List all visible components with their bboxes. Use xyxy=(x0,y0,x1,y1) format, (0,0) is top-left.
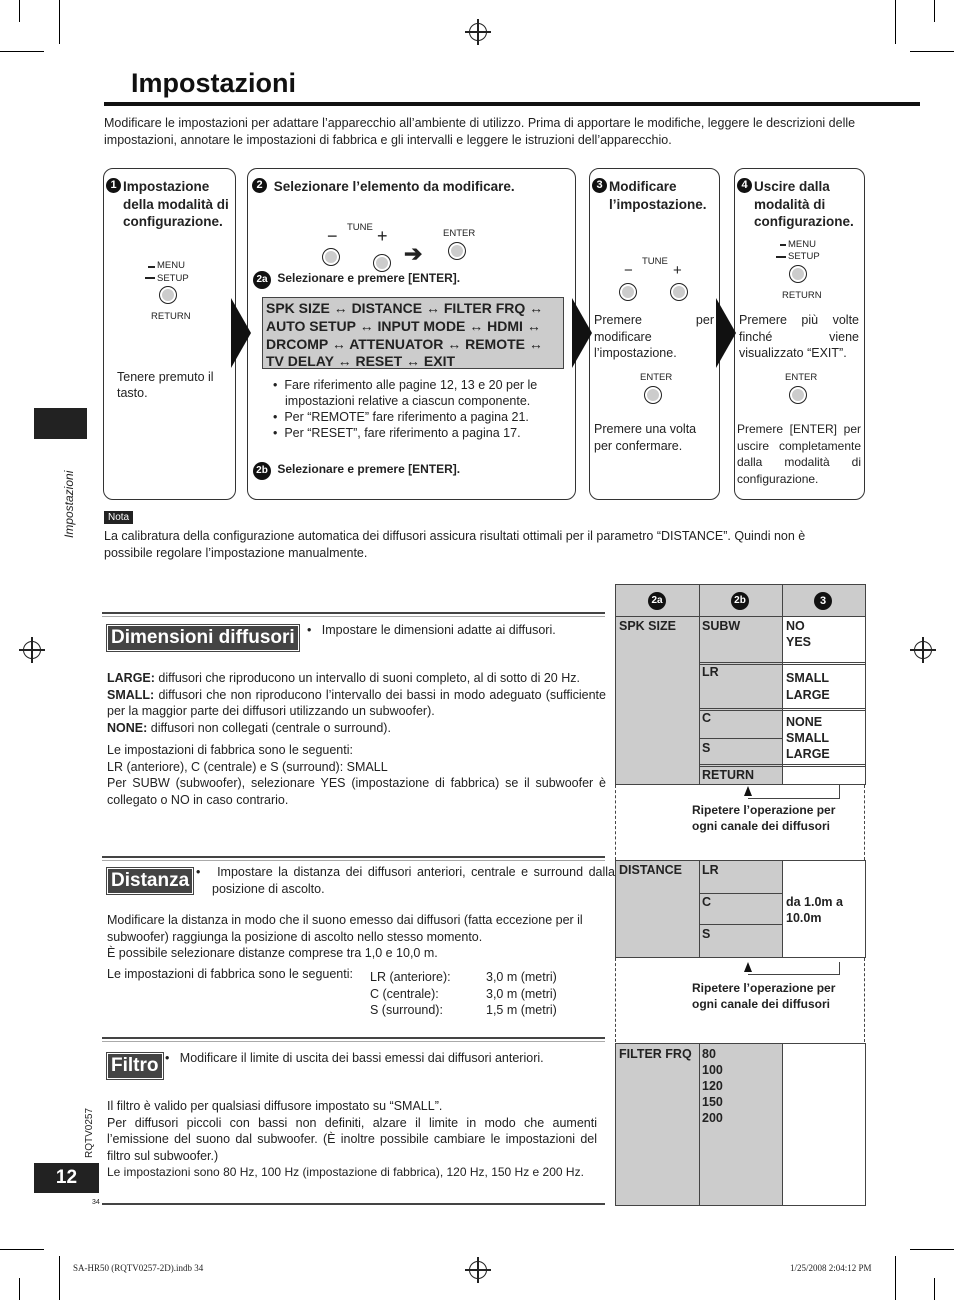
menu-line: TV DELAY ↔ RESET ↔ EXIT xyxy=(266,353,456,370)
minus-label: − xyxy=(327,226,338,246)
filt-paragraph: Le impostazioni sono 80 Hz, 100 Hz (impostazione di fabbrica), 120 Hz, 150 Hz e 200 Hz. xyxy=(107,1165,584,1179)
section-title-filtro: Filtro xyxy=(107,1053,163,1079)
arrow-right-icon: ➔ xyxy=(404,241,423,266)
crop-mark xyxy=(895,0,896,44)
table-label: SPK SIZE xyxy=(619,619,676,633)
none-definition: NONE: diffusori non collegati (centrale o surround). xyxy=(107,720,391,735)
table-line xyxy=(699,664,866,665)
dim-body xyxy=(107,670,606,808)
enter-label: ENTER xyxy=(640,372,673,383)
dist-paragraph: Modificare la distanza in modo che il suono emesso dai diffusori (fatta eccezione per il subwoofer) raggiunga la posizione di ascolto nello stesso momento. xyxy=(107,913,583,944)
table-label: RETURN xyxy=(702,768,755,782)
menu-label: MENU xyxy=(157,260,185,271)
step-1-badge: 1 xyxy=(106,178,121,193)
step-4-exit-note: Premere [ENTER] per uscire completamente dalla modalità di configurazione. xyxy=(737,422,861,486)
label-dash xyxy=(145,277,155,279)
table-line xyxy=(615,616,866,617)
table-badge: 2b xyxy=(731,592,752,610)
dist-body xyxy=(107,912,599,962)
filter-value: 200 xyxy=(702,1111,723,1125)
menu-line: SPK SIZE ↔ DISTANCE ↔ FILTER FRQ ↔ xyxy=(266,300,544,316)
up-arrow-icon xyxy=(744,786,752,796)
crop-mark xyxy=(934,0,935,22)
step-3-badge: 3 xyxy=(592,178,607,193)
arrow-right-icon xyxy=(572,298,592,368)
table-label: S xyxy=(702,927,711,941)
tune-label: TUNE xyxy=(642,256,668,267)
step-2-title: Selezionare l’elemento da modificare. xyxy=(273,179,515,194)
section-bullet: • Impostare le dimensioni adatte ai diffusori. xyxy=(307,623,556,637)
section-rule xyxy=(102,1203,605,1205)
nota-text: La calibratura della configurazione automatica dei diffusori assicura risultati ottimali per il parametro “DISTANCE”. Quindi non è possibile regolare l’impostazione manualmente. xyxy=(104,529,806,560)
table-line xyxy=(615,584,866,585)
step-4-heading xyxy=(737,178,861,229)
table-value: SMALL xyxy=(786,731,830,745)
nota-tag: Nota xyxy=(104,511,133,524)
table-label: LR xyxy=(702,863,719,877)
step-1-title: Impostazione della modalità di configurazione. xyxy=(123,179,229,229)
table-value: 10.0m xyxy=(786,911,822,925)
table-line xyxy=(699,710,866,711)
table-value: NONE xyxy=(786,715,823,729)
page-number: 12 xyxy=(34,1163,99,1193)
table-line xyxy=(865,860,866,958)
table-label: LR xyxy=(702,665,719,679)
tune-label: TUNE xyxy=(347,222,373,233)
dashed-border xyxy=(615,785,616,860)
table-label: SUBW xyxy=(702,619,741,633)
crop-mark xyxy=(59,0,60,44)
table-line xyxy=(865,1043,866,1206)
table-line xyxy=(615,784,866,785)
loop-line xyxy=(748,974,840,975)
table-badge: 2a xyxy=(648,592,669,610)
setup-label: SETUP xyxy=(788,251,820,262)
section-rule xyxy=(102,860,605,861)
factory-text: Le impostazioni di fabbrica sono le seguenti: xyxy=(107,743,353,757)
crop-mark xyxy=(934,1278,935,1300)
table-line xyxy=(782,1043,783,1206)
table-line xyxy=(699,1043,700,1206)
dashed-border xyxy=(615,958,616,1042)
table-line xyxy=(615,1205,866,1206)
table-label: C xyxy=(702,711,712,725)
filt-body xyxy=(107,1098,597,1181)
step-1-heading xyxy=(106,178,234,229)
repeat-note: Ripetere l’operazione per ogni canale dei diffusori xyxy=(692,981,836,1011)
dashed-border xyxy=(864,958,865,1042)
small-page-number: 34 xyxy=(92,1199,100,1206)
tune-plus-button[interactable] xyxy=(670,283,688,301)
section-title-dimensioni: Dimensioni diffusori xyxy=(107,625,299,651)
menu-line: DRCOMP ↔ ATTENUATOR ↔ REMOTE ↔ xyxy=(266,335,543,352)
table-line xyxy=(782,860,783,958)
step-2b-badge: 2b xyxy=(253,462,271,480)
table-line xyxy=(699,584,700,785)
step-3-desc: Premere per modificare l’impostazione. xyxy=(594,313,714,360)
section-rule xyxy=(102,1037,605,1039)
small-definition: SMALL: diffusori che non riproducono l’intervallo dei bassi in modo adeguato (sufficiente per la maggior parte dei diffusori utilizzando un subwoofer). xyxy=(107,687,606,718)
large-definition: LARGE: diffusori che riproducono un intervallo di suoni completo, al di sotto di 20 Hz. xyxy=(107,671,580,685)
loop-line xyxy=(839,785,840,799)
sidebar-label: Impostazioni xyxy=(62,470,76,538)
label-dash xyxy=(148,266,155,268)
registration-mark-icon xyxy=(914,641,932,659)
table-line xyxy=(615,1043,866,1044)
step-2a xyxy=(253,271,460,289)
step-2b xyxy=(253,462,460,480)
setup-label: SETUP xyxy=(157,273,189,284)
table-line xyxy=(782,584,783,785)
table-line xyxy=(699,764,866,765)
sidebar-tab xyxy=(34,408,87,439)
filt-paragraph: Per diffusori piccoli con bassi non definiti, alzare il limite in modo che aumenti l’emissione del suono dal subwoofer. (È inoltre possibile cambiare le impostazioni del filtro sul subwoofer.) xyxy=(107,1115,597,1163)
section-rule xyxy=(102,856,605,858)
step-3-confirm: Premere una volta per confermare. xyxy=(594,422,697,453)
dist-paragraph: È possibile selezionare distanze comprese tra 1,0 e 10,0 m. xyxy=(107,946,438,960)
factory-row: S (surround): 1,5 m (metri) xyxy=(370,1003,557,1017)
crop-mark xyxy=(910,1249,954,1250)
table-value: YES xyxy=(786,635,812,649)
tune-minus-button[interactable] xyxy=(322,248,340,266)
bullet-item: • Per “RESET”, fare riferimento a pagina 17. xyxy=(273,426,521,440)
registration-mark-icon xyxy=(469,1261,487,1279)
page-title: Impostazioni xyxy=(131,68,297,98)
loop-line xyxy=(839,962,840,975)
step-3-title: Modificare l’impostazione. xyxy=(609,179,707,212)
table-value: LARGE xyxy=(786,688,830,702)
return-label: RETURN xyxy=(151,311,191,322)
up-arrow-icon xyxy=(744,962,752,972)
step-2a-text: Selezionare e premere [ENTER]. xyxy=(277,271,461,285)
table-cell xyxy=(616,616,699,784)
plus-label: + xyxy=(377,226,388,246)
table-line xyxy=(699,738,782,739)
label-dash xyxy=(780,244,786,246)
setup-button[interactable] xyxy=(159,286,177,304)
filter-value: 150 xyxy=(702,1095,723,1109)
table-badge: 3 xyxy=(814,592,835,610)
table-line xyxy=(615,1043,616,1206)
table-cell xyxy=(616,1044,699,1205)
table-cell xyxy=(782,1044,865,1205)
crop-mark xyxy=(0,51,44,52)
factory-row: LR (anteriore): 3,0 m (metri) xyxy=(370,970,557,984)
enter-button[interactable] xyxy=(789,386,807,404)
table-label: S xyxy=(702,741,711,755)
table-line xyxy=(699,860,700,958)
enter-label: ENTER xyxy=(443,228,476,239)
factory-row: C (centrale): 3,0 m (metri) xyxy=(370,986,557,1001)
step-2-badge: 2 xyxy=(252,178,267,193)
table-line xyxy=(615,957,866,958)
tune-minus-button[interactable] xyxy=(619,283,637,301)
table-label: FILTER FRQ xyxy=(619,1047,692,1061)
table-label: DISTANCE xyxy=(619,863,682,877)
factory-text: LR (anteriore), C (centrale) e S (surround): SMALL xyxy=(107,759,388,774)
title-rule xyxy=(104,102,920,106)
label-dash xyxy=(776,256,786,258)
filter-value: 120 xyxy=(702,1079,723,1093)
table-value: SMALL xyxy=(786,671,830,685)
menu-line: AUTO SETUP ↔ INPUT MODE ↔ HDMI ↔ xyxy=(266,317,541,334)
enter-button[interactable] xyxy=(644,386,662,404)
dist-factory-label: Le impostazioni di fabbrica sono le seguenti: xyxy=(107,967,353,981)
step-4-title: Uscire dalla modalità di configurazione. xyxy=(754,179,854,229)
table-cell xyxy=(699,616,782,784)
section-rule xyxy=(102,1041,605,1042)
crop-mark xyxy=(19,1278,20,1300)
crop-mark xyxy=(19,0,20,22)
filter-value: 100 xyxy=(702,1063,723,1077)
step-2a-badge: 2a xyxy=(253,271,271,289)
table-value: NO xyxy=(786,619,805,633)
footer-file: SA-HR50 (RQTV0257-2D).indb 34 xyxy=(73,1263,204,1273)
crop-mark xyxy=(59,1256,60,1300)
doc-code: RQTV0257 xyxy=(84,1107,95,1158)
factory-text: Per SUBW (subwoofer), selezionare YES (impostazione di fabbrica) se il subwoofer è collegato o NO in caso contrario. xyxy=(107,776,606,807)
registration-mark-icon xyxy=(469,23,487,41)
enter-button[interactable] xyxy=(448,242,466,260)
step-2-bullets xyxy=(269,377,565,441)
arrow-right-icon xyxy=(716,298,736,368)
dashed-border xyxy=(864,785,865,860)
table-line xyxy=(699,924,782,925)
crop-mark xyxy=(910,51,954,52)
footer-date: 1/25/2008 2:04:12 PM xyxy=(790,1263,872,1273)
table-label: C xyxy=(702,895,712,909)
section-rule xyxy=(102,612,605,614)
table-value: da 1.0m a xyxy=(786,895,843,909)
table-value: LARGE xyxy=(786,747,830,761)
enter-label: ENTER xyxy=(785,372,818,383)
setup-button[interactable] xyxy=(789,265,807,283)
menu-label: MENU xyxy=(788,239,816,250)
menu-list xyxy=(262,297,564,369)
arrow-right-icon xyxy=(231,298,251,368)
step-2-heading xyxy=(252,178,562,196)
intro-text: Modificare le impostazioni per adattare l’apparecchio all’ambiente di utilizzo. Prima di apportare le modifiche, leggere le descrizioni delle impostazioni, annotare le impostazioni di fabbrica e gli intervalli e leggere le istruzioni dell’apparecchio. xyxy=(104,116,856,147)
crop-mark xyxy=(0,1249,44,1250)
minus-label: − xyxy=(624,262,633,279)
bullet-item: • Fare riferimento alle pagine 12, 13 e 20 per le impostazioni relative a ciascun componente. xyxy=(273,378,538,408)
table-line xyxy=(699,893,782,894)
loop-line xyxy=(748,798,840,799)
filt-paragraph: Il filtro è valido per qualsiasi diffusore impostato su “SMALL”. xyxy=(107,1099,443,1113)
crop-mark xyxy=(895,1256,896,1300)
step-4-badge: 4 xyxy=(737,178,752,193)
tune-plus-button[interactable] xyxy=(373,254,391,272)
filter-value: 80 xyxy=(702,1047,716,1061)
step-1-note: Tenere premuto il tasto. xyxy=(117,370,214,400)
bullet-item: • Per “REMOTE” fare riferimento a pagina 21. xyxy=(273,410,529,424)
table-line xyxy=(615,860,616,958)
return-label: RETURN xyxy=(782,290,822,301)
step-4-desc: Premere più volte finché viene visualizzato “EXIT”. xyxy=(739,313,859,360)
table-line xyxy=(699,662,866,663)
step-2b-text: Selezionare e premere [ENTER]. xyxy=(277,462,461,476)
table-line xyxy=(699,708,866,709)
table-value xyxy=(702,1046,723,1126)
table-line xyxy=(865,584,866,785)
plus-label: + xyxy=(673,262,682,279)
table-line xyxy=(615,584,616,785)
step-3-heading xyxy=(592,178,716,212)
section-bullet: • Impostare la distanza dei diffusori anteriori, centrale e surround dalla posizione di ascolto. xyxy=(196,865,615,896)
section-title-distanza: Distanza xyxy=(107,868,193,894)
section-bullet: • Modificare il limite di uscita dei bassi emessi dai diffusori anteriori. xyxy=(165,1051,544,1065)
table-line xyxy=(615,860,866,861)
registration-mark-icon xyxy=(23,641,41,659)
dist-factory-row xyxy=(370,969,557,1019)
repeat-note: Ripetere l’operazione per ogni canale dei diffusori xyxy=(692,803,836,833)
section-rule xyxy=(102,616,605,617)
